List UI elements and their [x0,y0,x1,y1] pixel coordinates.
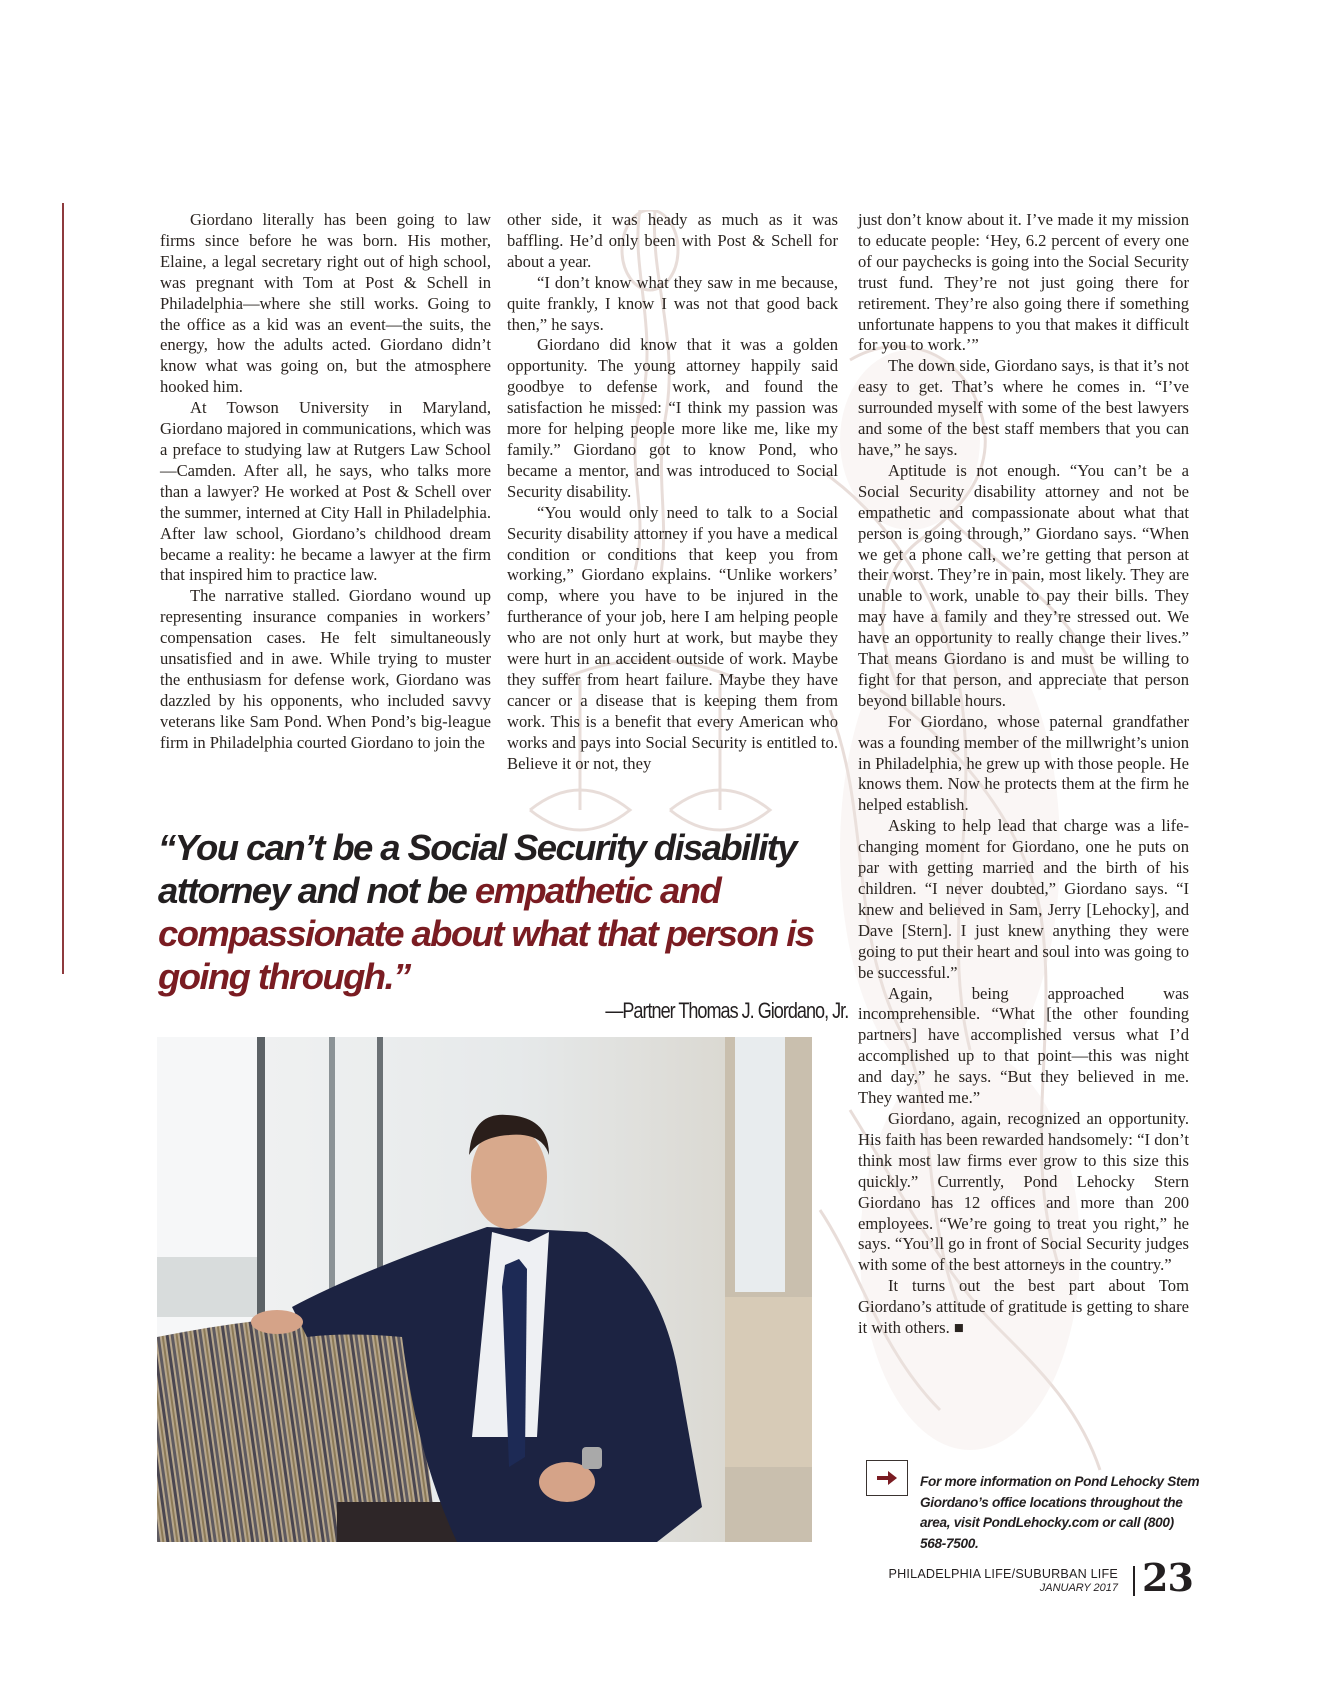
pull-quote-dark: “You can’t be a Social Security disability attorney and not be [158,827,796,911]
pull-quote-attribution: —Partner Thomas J. Giordano, Jr. [605,998,848,1023]
paragraph: For Giordano, whose paternal grandfather was a founding member of the millwright’s union in Philadelphia, he grew up with those people. He knows them. Now he protects them at the firm he helped establish. [858,711,1189,815]
footer-publication [889,1567,1118,1595]
article-column-1 [160,210,491,754]
paragraph: just don’t know about it. I’ve made it my mission to educate people: ‘Hey, 6.2 percent of every one of our paychecks is going into the Social Security trust fund. They’re not just going there for retirement. They’re also going there if something unfortunate happens to you that makes it difficult for you to work.’” [858,210,1189,355]
footer-divider [1133,1566,1135,1596]
paragraph: The down side, Giordano says, is that it’s not easy to get. That’s where he comes in. “I’ve surrounded myself with some of the best lawyers and some of the best staff members that you can have,” he says. [858,356,1189,459]
paragraph: The narrative stalled. Giordano wound up representing insurance companies in workers’ compensation cases. He felt simultaneously unsatisfied and in awe. While trying to muster the enthusiasm for defense work, Giordano was dazzled by his opponents, who included savvy veterans like Sam Pond. When Pond’s big-league firm in Philadelphia courted Giordano to join the [160,586,491,752]
paragraph: At Towson University in Maryland, Giordano majored in communications, which was a preface to studying law at Rutgers Law School—Camden. After all, he says, who talks more than a lawyer? He worked at Post & Schell over the summer, interned at City Hall in Philadelphia. After law school, Giordano’s childhood dream became a reality: he became a lawyer at the firm that inspired him to practice law. [160,398,491,585]
pull-quote-accent: empathetic and compassionate about what that person is going through.” [158,870,814,997]
paragraph: Giordano literally has been going to law firms since before he was born. His mother, Elaine, a legal secretary right out of high school, was pregnant with Tom at Post & Schell in Philadelphia—where she still works. Going to the office as a kid was an event—the suits, the energy, how the adults acted. Giordano didn’t know what was going on, but the atmosphere hooked him. [160,210,491,397]
issue-date: JANUARY 2017 [1039,1582,1118,1594]
more-info-box [866,1460,908,1496]
paragraph: other side, it was heady as much as it was baffling. He’d only been with Post & Schell for about a year. [507,210,838,271]
page-number: 23 [1142,1555,1193,1600]
paragraph: It turns out the best part about Tom Giordano’s attitude of gratitude is getting to share it with others. ■ [858,1276,1189,1338]
portrait-photo-image [157,1037,812,1542]
paragraph: “I don’t know what they saw in me because, quite frankly, I know I was not that good back then,” he says. [507,272,838,334]
publication-name: PHILADELPHIA LIFE/SUBURBAN LIFE [888,1567,1118,1581]
article-column-2 [507,210,838,774]
margin-rule [62,203,64,974]
paragraph: Giordano did know that it was a golden opportunity. The young attorney happily said goodbye to defense work, and found the satisfaction he missed: “I think my passion was more for helping people more like me, like my family.” Giordano got to know Pond, who became a mentor, and was introduced to Social Security disability. [507,335,838,501]
pull-quote [158,826,848,998]
paragraph: Giordano, again, recognized an opportunity. His faith has been rewarded handsomely: “I don’t think most law firms ever grow to this size this quickly.” Currently, Pond Lehocky Stern Giordano has 12 offices and more than 200 employees. “We’re going to treat you right,” he says. “You’ll go in front of Social Security judges with some of the best attorneys in the country.” [858,1108,1189,1275]
paragraph: “You would only need to talk to a Social Security disability attorney if you have a medical condition or conditions that keep you from working,” Giordano explains. “Unlike workers’ comp, where you have to be injured in the furtherance of your job, here I am helping people who are not only hurt at work, but maybe they were hurt in an accident outside of work. Maybe they suffer from heart failure. Maybe they have cancer or a disease that is keeping them from work. This is a benefit that every American who works and pays into Social Security is entitled to. Believe it or not, they [507,502,838,773]
more-info-text: For more information on Pond Lehocky Stem Giordano’s office locations throughout the area, visit PondLehocky.com or call (800) 568-7500. [920,1474,1200,1551]
paragraph: Aptitude is not enough. “You can’t be a Social Security disability attorney and not be empathetic and compassionate about what that person is going through,” Giordano says. “When we get a phone call, we’re getting that person at their worst. They’re in pain, most likely. They are unable to work, unable to pay their bills. They may have a family and they’re stressed out. We have an opportunity to really change their lives.” That means Giordano is and must be willing to fight for that person, and appreciate that person beyond billable hours. [858,460,1189,710]
arrow-right-icon [876,1470,898,1486]
article-column-3 [858,210,1189,1339]
paragraph: Again, being approached was incomprehensible. “What [the other founding partners] have accomplished versus what I’d accomplished up to that point—this was night and day,” he says. “But they believed in me. They wanted me.” [858,983,1189,1108]
paragraph: Asking to help lead that charge was a life-changing moment for Giordano, one he puts on par with getting married and the birth of his children. “I never doubted,” Giordano says. “I knew and believed in Sam, Jerry [Lehocky], and Dave [Stern]. I just knew anything they were going to put their heart and soul into was going to be successful.” [858,816,1189,982]
portrait-photo [157,1037,812,1542]
